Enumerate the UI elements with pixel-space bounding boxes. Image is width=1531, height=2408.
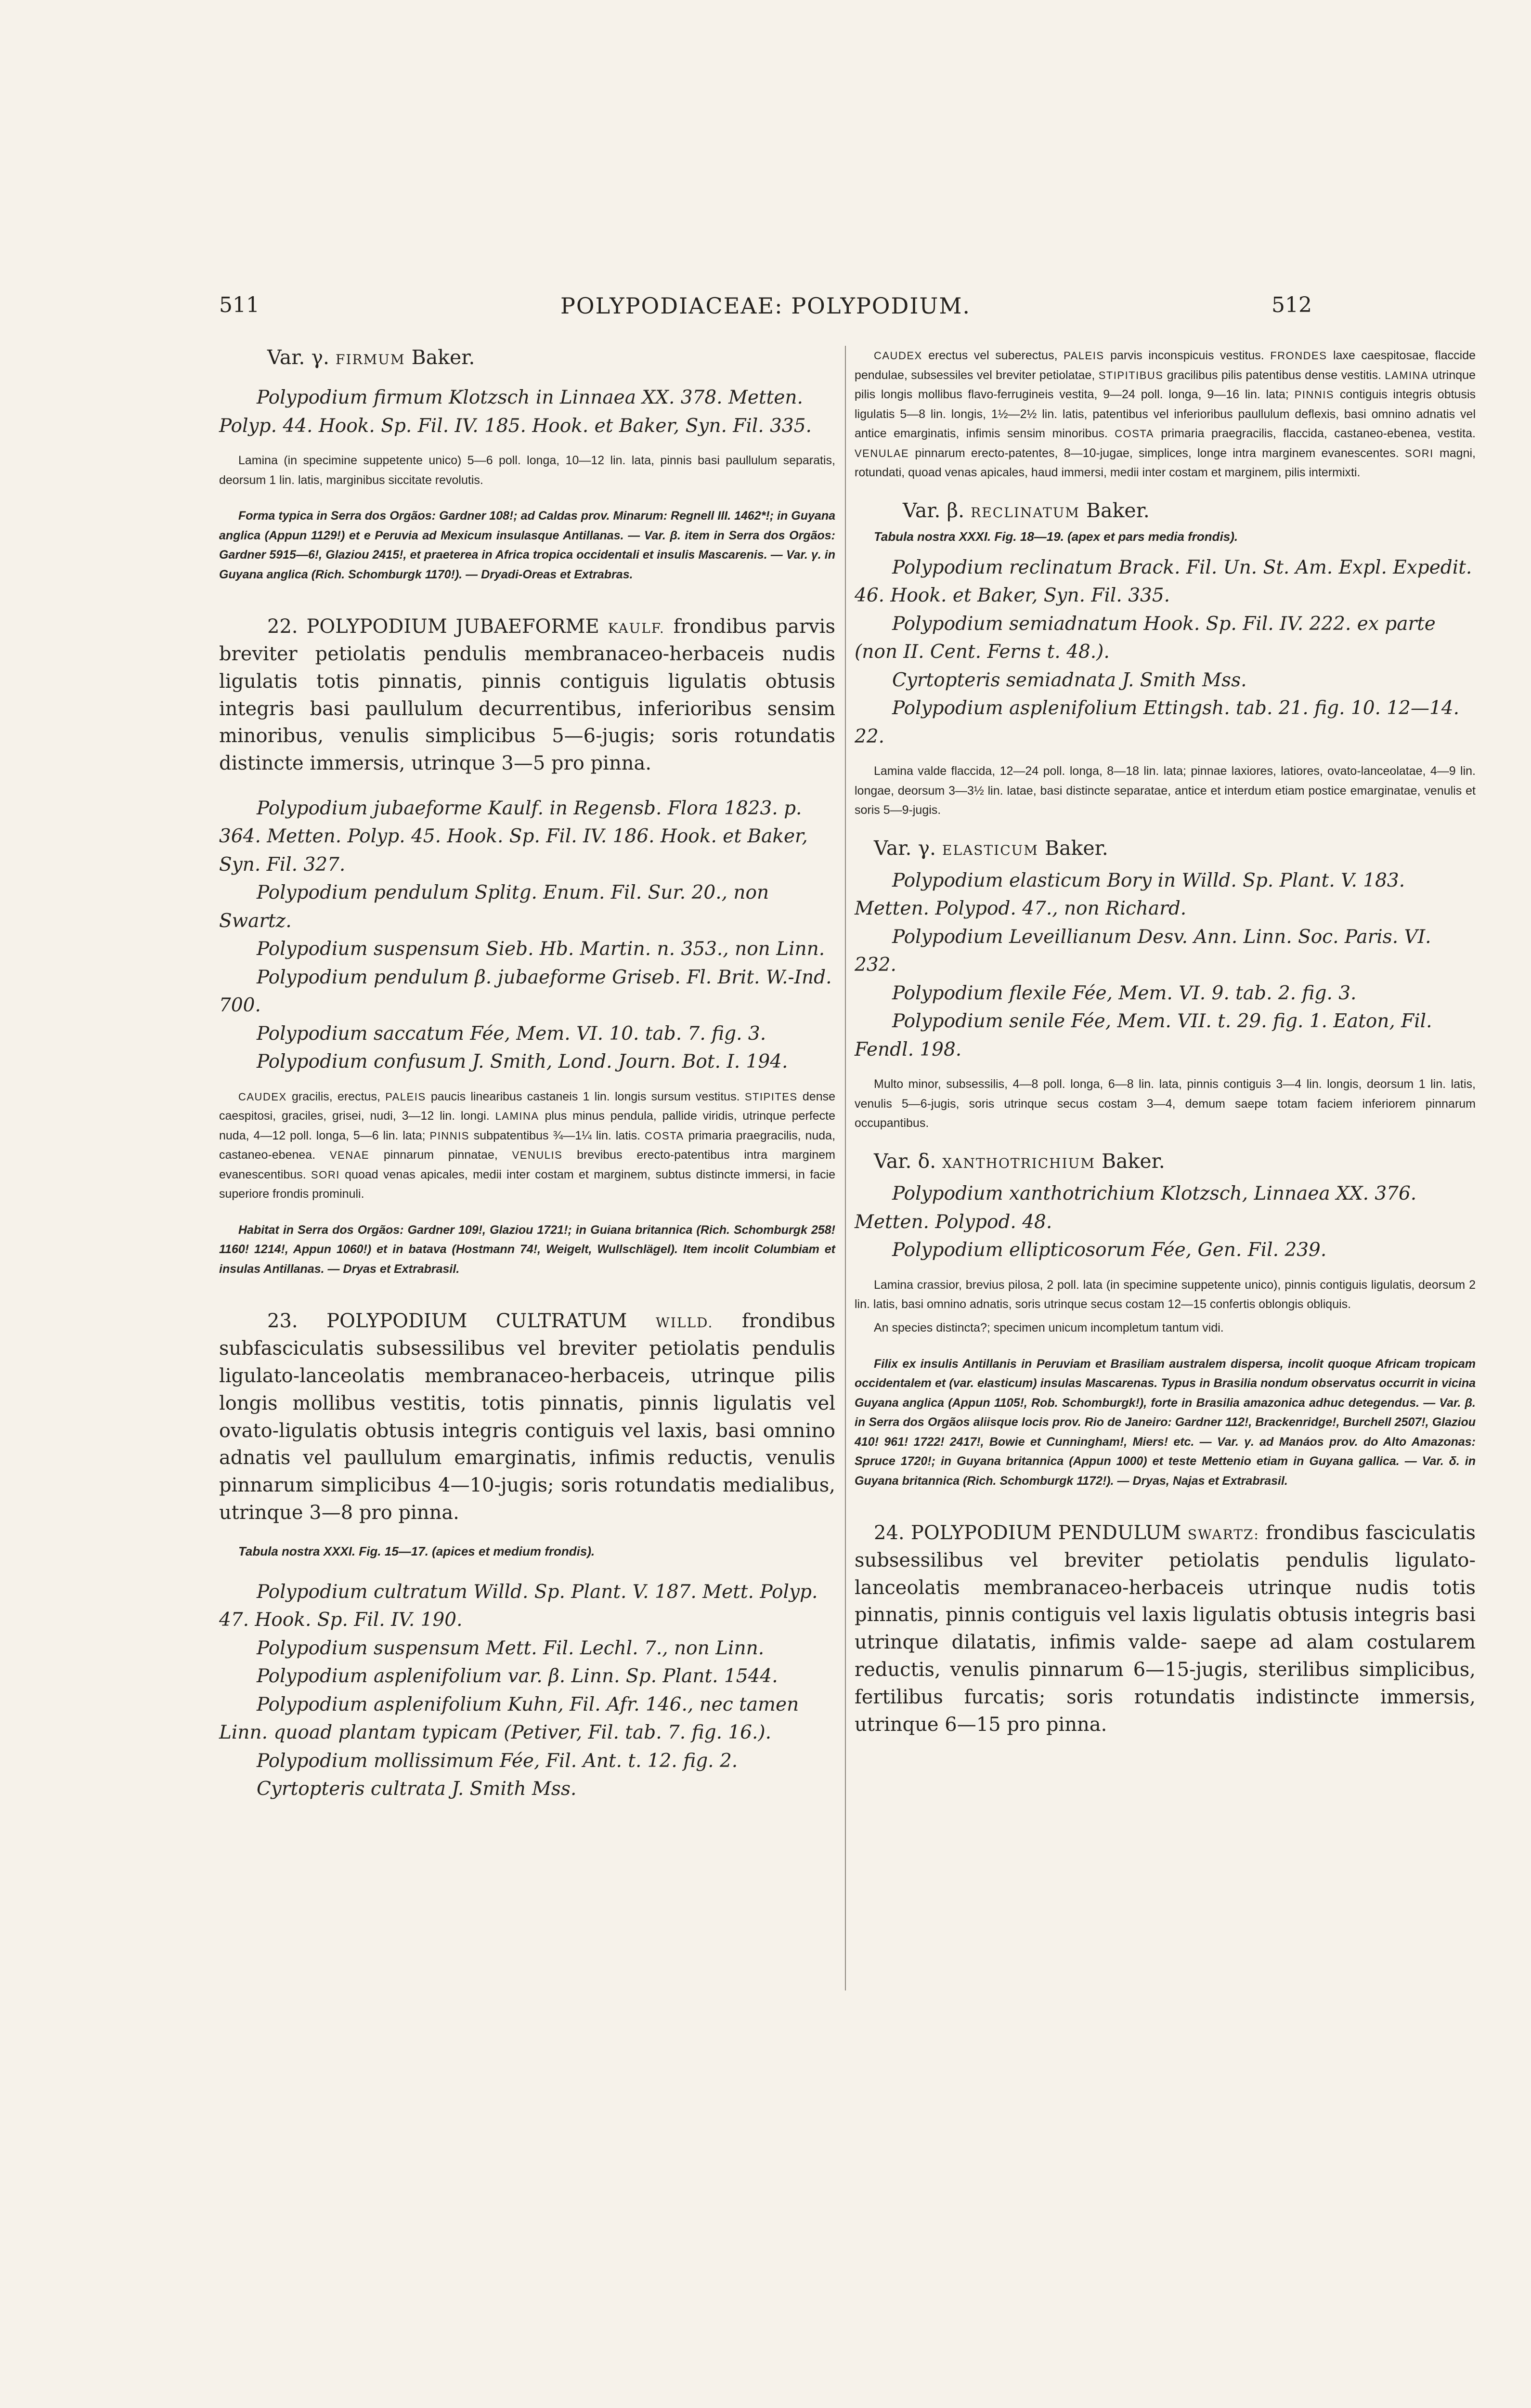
citation-xanthotrichium-0: Polypodium xanthotrichium Klotzsch, Linnaea XX. 376. Metten. Polypod. 48. bbox=[855, 1183, 1417, 1233]
variety-heading-xanthotrichium: Var. δ. XANTHOTRICHIUM Baker. bbox=[874, 1149, 1165, 1173]
running-header bbox=[219, 293, 1312, 331]
citation-sp23-3: Polypodium asplenifolium Kuhn, Fil. Afr. 146., nec tamen Linn. quoad plantam typicam (Petiver, Fil. tab. 7. fig. 16.). bbox=[219, 1693, 799, 1744]
plate-reference-sp23: Tabula nostra XXXI. Fig. 15—17. (apices et medium frondis). bbox=[238, 1544, 595, 1558]
citation-elasticum-0: Polypodium elasticum Bory in Willd. Sp. Plant. V. 183. Metten. Polypod. 47., non Richard. bbox=[855, 869, 1405, 920]
citation-reclinatum-0: Polypodium reclinatum Brack. Fil. Un. St. Am. Expl. Expedit. 46. Hook. et Baker, Syn. Fil. 335. bbox=[855, 556, 1472, 607]
citation-sp22-2: Polypodium suspensum Sieb. Hb. Martin. n. 353., non Linn. bbox=[257, 938, 825, 960]
description-xanthotrichium: Lamina crassior, brevius pilosa, 2 poll. lata (in specimine suppetente unico), pinnis contiguis ligulatis, deorsum 2 lin. latis, basi omnino adnatis, soris utrinque secus costam 12—15 confertis oblongis obliquis. bbox=[855, 1278, 1476, 1311]
variety-heading-firmum: Var. γ. FIRMUM Baker. bbox=[267, 346, 475, 369]
habitat-sp21: Forma typica in Serra dos Orgãos: Gardner 108!; ad Caldas prov. Minarum: Regnell III. 1462*!; in Guyana anglica (Appun 1129!) et e Peruvia ad Mexicum insulasque Antillanas. — Var. β. item in Serra dos Orgãos: Gardner 5915—6!, Glaziou 2415!, et praeterea in Africa tropica occidentali et insulis Mascarenis. — Var. γ. in Guyana anglica (Rich. Schomburgk 1170!). — Dryadi-Oreas et Extrabras. bbox=[219, 509, 835, 581]
citation-sp22-4: Polypodium saccatum Fée, Mem. VI. 10. tab. 7. fig. 3. bbox=[257, 1022, 766, 1045]
left-column bbox=[219, 346, 835, 1804]
citation-sp23-0: Polypodium cultratum Willd. Sp. Plant. V. 187. Mett. Polyp. 47. Hook. Sp. Fil. IV. 190. bbox=[219, 1581, 818, 1631]
citation-reclinatum-1: Polypodium semiadnatum Hook. Sp. Fil. IV. 222. ex parte (non II. Cent. Ferns t. 48.). bbox=[855, 613, 1436, 663]
variety-heading-reclinatum: Var. β. RECLINATUM Baker. bbox=[903, 498, 1150, 522]
page-number-left: 511 bbox=[219, 293, 259, 317]
description-elasticum: Multo minor, subsessilis, 4—8 poll. longa, 6—8 lin. lata, pinnis contiguis 3—4 lin. longis, deorsum 1 lin. latis, venulis 5—6-jugis, soris utrinque secus costam 3—4, demum saepe totam faciem inferiorem pinnarum occupantibus. bbox=[855, 1077, 1476, 1130]
note-xanthotrichium: An species distincta?; specimen unicum incompletum tantum vidi. bbox=[874, 1321, 1224, 1335]
habitat-sp23: Filix ex insulis Antillanis in Peruviam et Brasiliam australem dispersa, incolit quoque Africam tropicam occidentalem et (var. elasticum) insulas Mascarenas. Typus in Brasilia nondum observatus occurrit in vicina Guyana anglica (Appun 1105!, Rob. Schomburgk!), forte in Brasilia amazonica adhuc detegendus. — Var. β. in Serra dos Orgãos aliisque locis prov. Rio de Janeiro: Gardner 112!, Brackenridge!, Burchell 2507!, Glaziou 410! 961! 1722! 2417!, Bowie et Cunningham!, Miers! etc. — Var. γ. ad Manáos prov. do Alto Amazonas: Spruce 1720!; in Guyana britannica (Appun 1000) et teste Mettenio etiam in Guyana gallica. — Var. δ. in Guyana britannica (Rich. Schomburgk 1172!). — Dryas, Najas et Extrabrasil. bbox=[855, 1357, 1476, 1488]
citation-elasticum-3: Polypodium senile Fée, Mem. VII. t. 29. fig. 1. Eaton, Fil. Fendl. 198. bbox=[855, 1010, 1432, 1060]
citation-sp23-2: Polypodium asplenifolium var. β. Linn. Sp. Plant. 1544. bbox=[257, 1665, 778, 1688]
citation-firmum: Polypodium firmum Klotzsch in Linnaea XX. 378. Metten. Polyp. 44. Hook. Sp. Fil. IV. 185. Hook. et Baker, Syn. Fil. 335. bbox=[219, 387, 812, 437]
citation-sp23-4: Polypodium mollissimum Fée, Fil. Ant. t. 12. fig. 2. bbox=[257, 1750, 738, 1772]
habitat-sp22: Habitat in Serra dos Orgãos: Gardner 109!, Glaziou 1721!; in Guiana britannica (Rich. Schomburgk 258! 1160! 1214!, Appun 1060!) et in batava (Hostmann 74!, Weigelt, Wullschlägel). Item incolit Columbiam et insulas Antillanas. — Dryas et Extrabrasil. bbox=[219, 1223, 835, 1276]
citation-reclinatum-2: Cyrtopteris semiadnata J. Smith Mss. bbox=[892, 669, 1247, 691]
description-firmum: Lamina (in specimine suppetente unico) 5—6 poll. longa, 10—12 lin. lata, pinnis basi paullulum separatis, deorsum 1 lin. latis, marginibus siccitate revolutis. bbox=[219, 454, 835, 487]
species-23-diagnosis: 23. POLYPODIUM CULTRATUM WILLD. frondibus subfasciculatis subsessilibus vel breviter petiolatis pendulis ligulato-lanceolatis membranaceo-herbaceis, utrinque pilis longis mollibus vestitis, totis pinnatis, pinnis ligulatis vel ovato-ligulatis obtusis integris contiguis vel laxis, basi omnino adnatis vel paullulum emarginatis, infimis reductis, venulis pinnarum simplicibus 4—10-jugis; soris rotundatis medialibus, utrinque 3—8 pro pinna. bbox=[219, 1310, 836, 1524]
species-24-diagnosis: 24. POLYPODIUM PENDULUM SWARTZ: frondibus fasciculatis subsessilibus vel breviter petiolatis pendulis ligulato-lanceolatis membranaceo-herbaceis utrinque nudis totis pinnatis, pinnis contiguis vel laxis ligulatis obtusis integris basi utrinque dilatatis, infimis valde- saepe ad alam costularem reductis, venulis pinnarum 6—15-jugis, sterilibus simplicibus, fertilibus furcatis; soris rotundatis indistincte immersis, utrinque 6—15 pro pinna. bbox=[855, 1522, 1476, 1736]
description-reclinatum: Lamina valde flaccida, 12—24 poll. longa, 8—18 lin. lata; pinnae laxiores, latiores, ovato-lanceolatae, 4—9 lin. longae, deorsum 3—3½ lin. latae, basi distincte separatae, antice et interdum etiam postice emarginatae, venulis et soris 5—9-jugis. bbox=[855, 764, 1476, 817]
citation-elasticum-2: Polypodium flexile Fée, Mem. VI. 9. tab. 2. fig. 3. bbox=[892, 982, 1357, 1004]
plate-reference-reclinatum: Tabula nostra XXXI. Fig. 18—19. (apex et pars media frondis). bbox=[874, 529, 1238, 544]
description-sp23: CAUDEX erectus vel suberectus, PALEIS parvis inconspicuis vestitus. FRONDES laxe caespitosae, flaccide pendulae, subsessiles vel breviter petiolatae, STIPITIBUS gracilibus pilis patentibus dense vestitis. LAMINA utrinque pilis longis mollibus flavo-ferrugineis vestita, 9—24 poll. longa, 9—16 lin. lata; PINNIS contiguis integris obtusis ligulatis 5—8 lin. longis, 1½—2½ lin. latis, patentibus vel inferioribus paullulum deflexis, basi omnino adnatis vel antice emarginatis, infimis sensim minoribus. COSTA primaria praegracilis, flaccida, castaneo-ebenea, vestita. VENULAE pinnarum erecto-patentes, 8—10-jugae, simplices, longe intra marginem evanescentes. SORI magni, rotundati, quoad venas apicales, haud immersi, medii inter costam et marginem, pilis intermixti. bbox=[855, 349, 1476, 479]
running-title: POLYPODIACEAE: POLYPODIUM. bbox=[560, 293, 971, 319]
column-divider bbox=[845, 346, 846, 1990]
page-number-right: 512 bbox=[1272, 293, 1312, 317]
citation-xanthotrichium-1: Polypodium ellipticosorum Fée, Gen. Fil. 239. bbox=[892, 1239, 1327, 1261]
citation-elasticum-1: Polypodium Leveillianum Desv. Ann. Linn. Soc. Paris. VI. 232. bbox=[855, 926, 1431, 976]
citation-reclinatum-3: Polypodium asplenifolium Ettingsh. tab. 21. fig. 10. 12—14. 22. bbox=[855, 697, 1459, 747]
right-column bbox=[855, 346, 1476, 1755]
citation-sp22-0: Polypodium jubaeforme Kaulf. in Regensb. Flora 1823. p. 364. Metten. Polyp. 45. Hook. Sp. Fil. IV. 186. Hook. et Baker, Syn. Fil. 327. bbox=[219, 797, 808, 876]
citation-sp22-5: Polypodium confusum J. Smith, Lond. Journ. Bot. I. 194. bbox=[257, 1051, 788, 1073]
citation-sp22-3: Polypodium pendulum β. jubaeforme Griseb. Fl. Brit. W.-Ind. 700. bbox=[219, 966, 832, 1017]
citation-sp22-1: Polypodium pendulum Splitg. Enum. Fil. Sur. 20., non Swartz. bbox=[219, 882, 769, 932]
variety-heading-elasticum: Var. γ. ELASTICUM Baker. bbox=[874, 836, 1108, 860]
citation-sp23-5: Cyrtopteris cultrata J. Smith Mss. bbox=[257, 1778, 577, 1800]
citation-sp23-1: Polypodium suspensum Mett. Fil. Lechl. 7., non Linn. bbox=[257, 1637, 765, 1659]
species-22-diagnosis: 22. POLYPODIUM JUBAEFORME KAULF. frondibus parvis breviter petiolatis pendulis membranaceo-herbaceis nudis ligulatis totis pinnatis, pinnis contiguis ligulatis obtusis integris basi paullulum decurrentibus, inferioribus sensim minoribus, venulis simplicibus 5—6-jugis; soris rotundatis distincte immersis, utrinque 3—5 pro pinna. bbox=[219, 615, 835, 775]
description-sp22: CAUDEX gracilis, erectus, PALEIS paucis linearibus castaneis 1 lin. longis sursum vestitus. STIPITES dense caespitosi, graciles, grisei, nudi, 3—12 lin. longi. LAMINA plus minus pendula, pallide viridis, utrinque perfecte nuda, 4—12 poll. longa, 5—6 lin. lata; PINNIS subpatentibus ¾—1¼ lin. latis. COSTA primaria praegracilis, nuda, castaneo-ebenea. VENAE pinnarum pinnatae, VENULIS brevibus erecto-patentibus intra marginem evanescentibus. SORI quoad venas apicales, medii inter costam et marginem, subtus distincte immersi, in facie superiore frondis prominuli. bbox=[219, 1089, 836, 1201]
